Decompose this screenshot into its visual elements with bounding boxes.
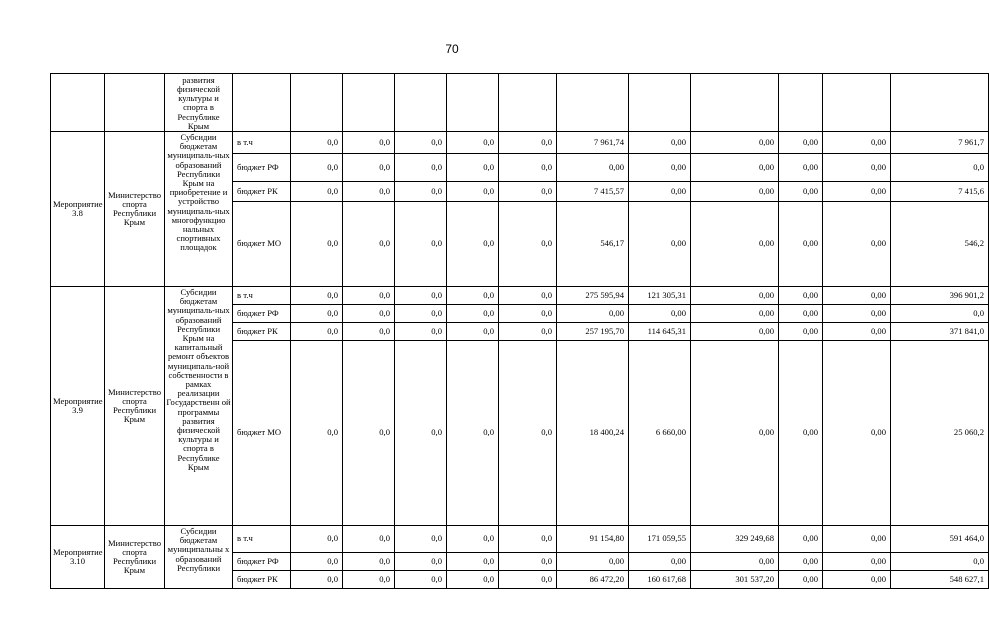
value-cell: 0,00 bbox=[691, 323, 779, 341]
value-cell: 0,00 bbox=[629, 202, 691, 287]
value-cell: 0,0 bbox=[447, 323, 499, 341]
source-label-cell: в т.ч bbox=[233, 132, 291, 154]
value-cell: 0,0 bbox=[447, 526, 499, 553]
value-cell: 0,00 bbox=[779, 202, 823, 287]
value-cell: 0,00 bbox=[691, 305, 779, 323]
value-cell: 0,0 bbox=[291, 323, 343, 341]
executor-cell bbox=[105, 74, 165, 132]
value-cell: 0,0 bbox=[447, 553, 499, 571]
value-cell: 0,0 bbox=[499, 323, 557, 341]
value-cell: 0,00 bbox=[823, 526, 891, 553]
description-cell: развития физической культуры и спорта в Республике Крым bbox=[165, 74, 233, 132]
value-cell: 0,00 bbox=[779, 305, 823, 323]
value-cell: 371 841,0 bbox=[891, 323, 989, 341]
value-cell: 0,0 bbox=[395, 305, 447, 323]
value-cell bbox=[691, 74, 779, 132]
value-cell: 0,0 bbox=[447, 132, 499, 154]
value-cell: 0,0 bbox=[499, 526, 557, 553]
value-cell bbox=[557, 74, 629, 132]
value-cell: 0,0 bbox=[499, 154, 557, 182]
value-cell: 0,00 bbox=[691, 553, 779, 571]
event-name-cell: Мероприятие 3.10 bbox=[51, 526, 105, 589]
value-cell: 0,0 bbox=[499, 132, 557, 154]
table-row bbox=[51, 287, 989, 305]
value-cell: 0,0 bbox=[891, 553, 989, 571]
event-name-cell: Мероприятие 3.8 bbox=[51, 132, 105, 287]
value-cell: 0,00 bbox=[779, 571, 823, 589]
value-cell bbox=[891, 74, 989, 132]
source-label-cell: бюджет РК bbox=[233, 182, 291, 202]
value-cell: 0,00 bbox=[691, 287, 779, 305]
value-cell: 0,00 bbox=[779, 341, 823, 526]
value-cell: 6 660,00 bbox=[629, 341, 691, 526]
value-cell: 0,0 bbox=[499, 287, 557, 305]
value-cell: 548 627,1 bbox=[891, 571, 989, 589]
value-cell: 0,0 bbox=[343, 553, 395, 571]
value-cell: 0,0 bbox=[395, 132, 447, 154]
value-cell: 0,0 bbox=[395, 154, 447, 182]
value-cell: 0,0 bbox=[291, 553, 343, 571]
value-cell: 7 415,57 bbox=[557, 182, 629, 202]
table-row bbox=[51, 526, 989, 553]
value-cell: 0,0 bbox=[395, 202, 447, 287]
value-cell: 275 595,94 bbox=[557, 287, 629, 305]
value-cell: 0,00 bbox=[823, 305, 891, 323]
value-cell: 121 305,31 bbox=[629, 287, 691, 305]
value-cell: 0,0 bbox=[343, 202, 395, 287]
budget-table bbox=[50, 73, 989, 589]
value-cell bbox=[395, 74, 447, 132]
value-cell: 301 537,20 bbox=[691, 571, 779, 589]
value-cell: 0,00 bbox=[823, 323, 891, 341]
value-cell: 0,0 bbox=[447, 202, 499, 287]
value-cell: 0,0 bbox=[447, 154, 499, 182]
value-cell: 0,00 bbox=[629, 553, 691, 571]
value-cell bbox=[499, 74, 557, 132]
source-label-cell: бюджет МО bbox=[233, 341, 291, 526]
value-cell: 0,0 bbox=[499, 202, 557, 287]
event-name-cell: Мероприятие 3.9 bbox=[51, 287, 105, 526]
value-cell: 0,0 bbox=[343, 571, 395, 589]
value-cell: 0,00 bbox=[629, 305, 691, 323]
source-label-cell: бюджет РК bbox=[233, 323, 291, 341]
value-cell bbox=[291, 74, 343, 132]
value-cell: 7 961,7 bbox=[891, 132, 989, 154]
value-cell: 396 901,2 bbox=[891, 287, 989, 305]
value-cell: 0,00 bbox=[629, 154, 691, 182]
description-cell: Субсидии бюджетам муниципаль-ных образований Республики Крым на приобретение и устройство муниципаль-ных многофункцио нальных спортивных площадок bbox=[165, 132, 233, 287]
value-cell: 0,00 bbox=[779, 154, 823, 182]
value-cell: 0,0 bbox=[447, 571, 499, 589]
value-cell bbox=[779, 74, 823, 132]
value-cell bbox=[447, 74, 499, 132]
value-cell: 18 400,24 bbox=[557, 341, 629, 526]
value-cell: 0,0 bbox=[343, 182, 395, 202]
value-cell: 0,0 bbox=[891, 154, 989, 182]
page-number: 70 bbox=[445, 42, 459, 56]
value-cell: 0,00 bbox=[691, 182, 779, 202]
value-cell: 0,0 bbox=[291, 526, 343, 553]
value-cell: 0,00 bbox=[779, 526, 823, 553]
source-label-cell bbox=[233, 74, 291, 132]
source-label-cell: бюджет РФ bbox=[233, 553, 291, 571]
value-cell: 0,00 bbox=[557, 154, 629, 182]
value-cell: 0,0 bbox=[395, 182, 447, 202]
value-cell: 0,0 bbox=[343, 154, 395, 182]
value-cell: 0,00 bbox=[779, 182, 823, 202]
value-cell: 0,0 bbox=[395, 553, 447, 571]
table-body bbox=[51, 74, 989, 589]
value-cell: 0,00 bbox=[629, 182, 691, 202]
value-cell: 0,0 bbox=[291, 341, 343, 526]
value-cell: 160 617,68 bbox=[629, 571, 691, 589]
value-cell: 0,00 bbox=[823, 553, 891, 571]
value-cell: 171 059,55 bbox=[629, 526, 691, 553]
value-cell: 0,00 bbox=[779, 132, 823, 154]
value-cell: 0,0 bbox=[343, 132, 395, 154]
value-cell: 0,0 bbox=[499, 571, 557, 589]
value-cell: 0,0 bbox=[343, 341, 395, 526]
source-label-cell: бюджет РК bbox=[233, 571, 291, 589]
value-cell: 0,0 bbox=[395, 287, 447, 305]
value-cell: 0,0 bbox=[291, 182, 343, 202]
value-cell: 0,00 bbox=[823, 154, 891, 182]
value-cell: 546,2 bbox=[891, 202, 989, 287]
value-cell: 0,00 bbox=[691, 341, 779, 526]
value-cell: 0,0 bbox=[291, 154, 343, 182]
value-cell: 0,0 bbox=[499, 553, 557, 571]
value-cell: 0,00 bbox=[823, 571, 891, 589]
value-cell: 0,0 bbox=[395, 571, 447, 589]
value-cell: 0,00 bbox=[779, 553, 823, 571]
source-label-cell: бюджет РФ bbox=[233, 305, 291, 323]
source-label-cell: в т.ч bbox=[233, 287, 291, 305]
value-cell: 0,0 bbox=[499, 182, 557, 202]
value-cell: 0,0 bbox=[343, 526, 395, 553]
value-cell: 25 060,2 bbox=[891, 341, 989, 526]
value-cell: 91 154,80 bbox=[557, 526, 629, 553]
value-cell: 7 961,74 bbox=[557, 132, 629, 154]
value-cell bbox=[343, 74, 395, 132]
value-cell: 0,0 bbox=[891, 305, 989, 323]
value-cell bbox=[629, 74, 691, 132]
value-cell: 114 645,31 bbox=[629, 323, 691, 341]
source-label-cell: бюджет РФ bbox=[233, 154, 291, 182]
value-cell: 0,0 bbox=[343, 287, 395, 305]
value-cell: 0,00 bbox=[823, 182, 891, 202]
value-cell: 86 472,20 bbox=[557, 571, 629, 589]
value-cell: 0,0 bbox=[291, 287, 343, 305]
value-cell bbox=[823, 74, 891, 132]
value-cell: 0,00 bbox=[823, 287, 891, 305]
value-cell: 0,00 bbox=[823, 341, 891, 526]
value-cell: 0,0 bbox=[291, 202, 343, 287]
value-cell: 0,00 bbox=[779, 287, 823, 305]
value-cell: 0,0 bbox=[291, 305, 343, 323]
source-label-cell: в т.ч bbox=[233, 526, 291, 553]
value-cell: 0,0 bbox=[395, 341, 447, 526]
value-cell: 0,0 bbox=[395, 526, 447, 553]
event-name-cell bbox=[51, 74, 105, 132]
executor-cell: Министерство спорта Республики Крым bbox=[105, 287, 165, 526]
value-cell: 0,00 bbox=[691, 202, 779, 287]
value-cell: 0,00 bbox=[779, 323, 823, 341]
value-cell: 0,0 bbox=[343, 305, 395, 323]
value-cell: 0,0 bbox=[499, 341, 557, 526]
value-cell: 0,00 bbox=[823, 202, 891, 287]
value-cell: 0,0 bbox=[447, 305, 499, 323]
value-cell: 0,00 bbox=[823, 132, 891, 154]
value-cell: 0,0 bbox=[447, 287, 499, 305]
value-cell: 0,0 bbox=[447, 341, 499, 526]
value-cell: 0,00 bbox=[629, 132, 691, 154]
executor-cell: Министерство спорта Республики Крым bbox=[105, 132, 165, 287]
value-cell: 257 195,70 bbox=[557, 323, 629, 341]
value-cell: 0,0 bbox=[343, 323, 395, 341]
value-cell: 0,0 bbox=[291, 132, 343, 154]
value-cell: 591 464,0 bbox=[891, 526, 989, 553]
value-cell: 0,0 bbox=[447, 182, 499, 202]
value-cell: 0,00 bbox=[691, 132, 779, 154]
value-cell: 0,0 bbox=[291, 571, 343, 589]
value-cell: 0,00 bbox=[557, 553, 629, 571]
table-row bbox=[51, 74, 989, 132]
value-cell: 546,17 bbox=[557, 202, 629, 287]
executor-cell: Министерство спорта Республики Крым bbox=[105, 526, 165, 589]
value-cell: 329 249,68 bbox=[691, 526, 779, 553]
source-label-cell: бюджет МО bbox=[233, 202, 291, 287]
description-cell: Субсидии бюджетам муниципаль-ных образований Республики Крым на капитальный ремонт объектов муниципаль-ной собственности в рамках реализации Государственн ой программы развития физической культуры и спорта в Республике Крым bbox=[165, 287, 233, 526]
value-cell: 0,00 bbox=[691, 154, 779, 182]
value-cell: 7 415,6 bbox=[891, 182, 989, 202]
table-row bbox=[51, 132, 989, 154]
description-cell: Субсидии бюджетам муниципальны х образований Республики bbox=[165, 526, 233, 589]
value-cell: 0,00 bbox=[557, 305, 629, 323]
value-cell: 0,0 bbox=[395, 323, 447, 341]
value-cell: 0,0 bbox=[499, 305, 557, 323]
